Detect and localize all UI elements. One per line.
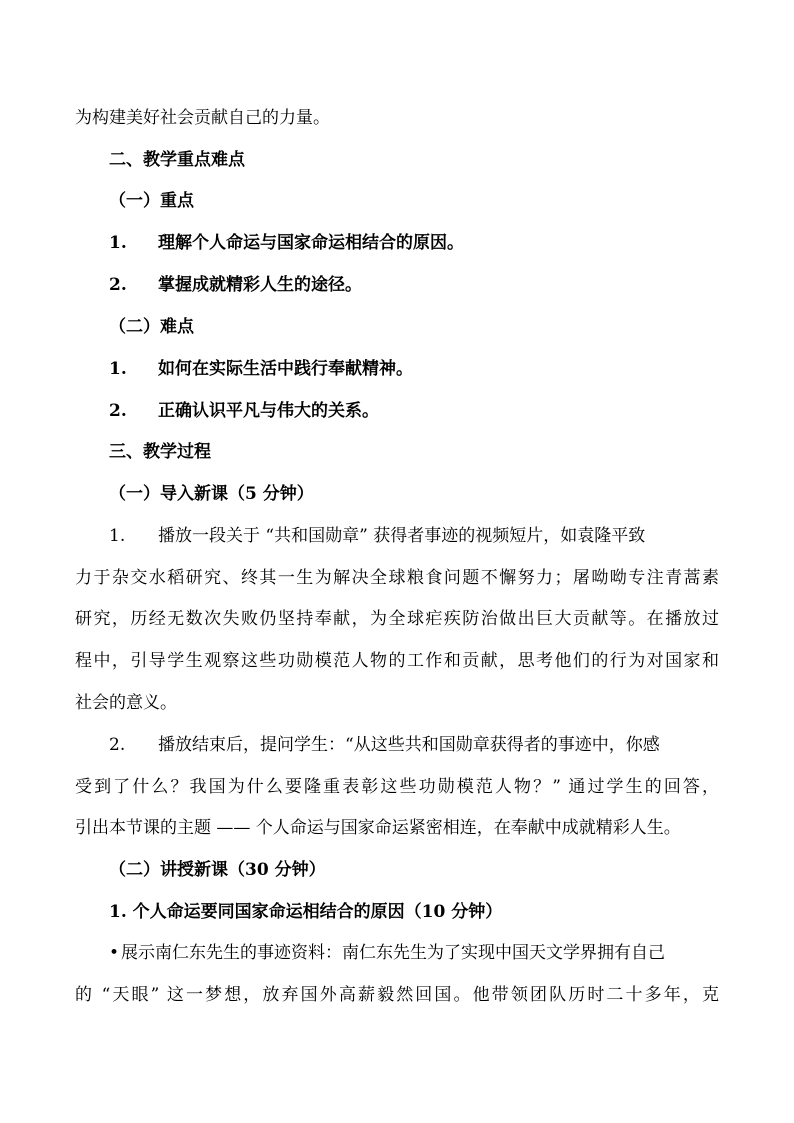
list-number: 2.	[109, 735, 126, 755]
subheading-difficulty: （二）难点	[109, 317, 194, 337]
paragraph-text: 展示南仁东先生的事迹资料：南仁东先生为了实现中国天文学界拥有自己	[121, 943, 666, 963]
list-number: 1.	[109, 359, 127, 379]
list-number: 2.	[109, 401, 127, 421]
paragraph-line: 研究，历经无数次失败仍坚持奉献，为全球疟疾防治做出巨大贡献等。在播放过	[75, 609, 719, 629]
list-number: 1.	[109, 233, 127, 253]
section-heading-key-points: 二、教学重点难点	[109, 150, 245, 170]
section-heading-process: 三、教学过程	[109, 442, 211, 462]
list-text: 正确认识平凡与伟大的关系。	[158, 401, 379, 421]
paragraph-line: 受到了什么？我国为什么要隆重表彰这些功勋模范人物？” 通过学生的回答，	[75, 777, 719, 797]
bullet-paragraph-line	[109, 941, 719, 965]
list-item	[109, 231, 729, 255]
subheading-new-lesson: （二）讲授新课（30 分钟）	[109, 860, 326, 880]
list-text: 理解个人命运与国家命运相结合的原因。	[158, 233, 464, 253]
bullet-icon: •	[109, 943, 120, 963]
paragraph-line: 引出本节课的主题 —— 个人命运与国家命运紧密相连，在奉献中成就精彩人生。	[75, 818, 681, 838]
paragraph-text: 播放一段关于 “共和国勋章” 获得者事迹的视频短片，如袁隆平致	[158, 526, 646, 546]
subheading-focus: （一）重点	[109, 191, 194, 211]
paragraph-text: 播放结束后，提问学生：“从这些共和国勋章获得者的事迹中，你感	[158, 735, 660, 755]
topic-heading: 1. 个人命运要同国家命运相结合的原因（10 分钟）	[109, 902, 503, 922]
list-text: 如何在实际生活中践行奉献精神。	[158, 359, 413, 379]
paragraph-continuation: 为构建美好社会贡献自己的力量。	[75, 108, 330, 128]
subheading-intro: （一）导入新课（5 分钟）	[109, 484, 314, 504]
list-item	[109, 357, 729, 381]
list-number: 1.	[109, 526, 126, 546]
paragraph-line: 力于杂交水稻研究、终其一生为解决全球粮食问题不懈努力；屠呦呦专注青蒿素	[75, 568, 719, 588]
paragraph-line	[109, 524, 719, 548]
paragraph-line: 的 “天眼” 这一梦想，放弃国外高薪毅然回国。他带领团队历时二十多年，克	[75, 985, 719, 1005]
list-number: 2.	[109, 275, 127, 295]
paragraph-line: 程中，引导学生观察这些功勋模范人物的工作和贡献，思考他们的行为对国家和	[75, 651, 719, 671]
list-text: 掌握成就精彩人生的途径。	[158, 275, 362, 295]
paragraph-line: 社会的意义。	[75, 693, 177, 713]
paragraph-line	[109, 733, 719, 757]
list-item	[109, 273, 729, 297]
list-item	[109, 399, 729, 423]
